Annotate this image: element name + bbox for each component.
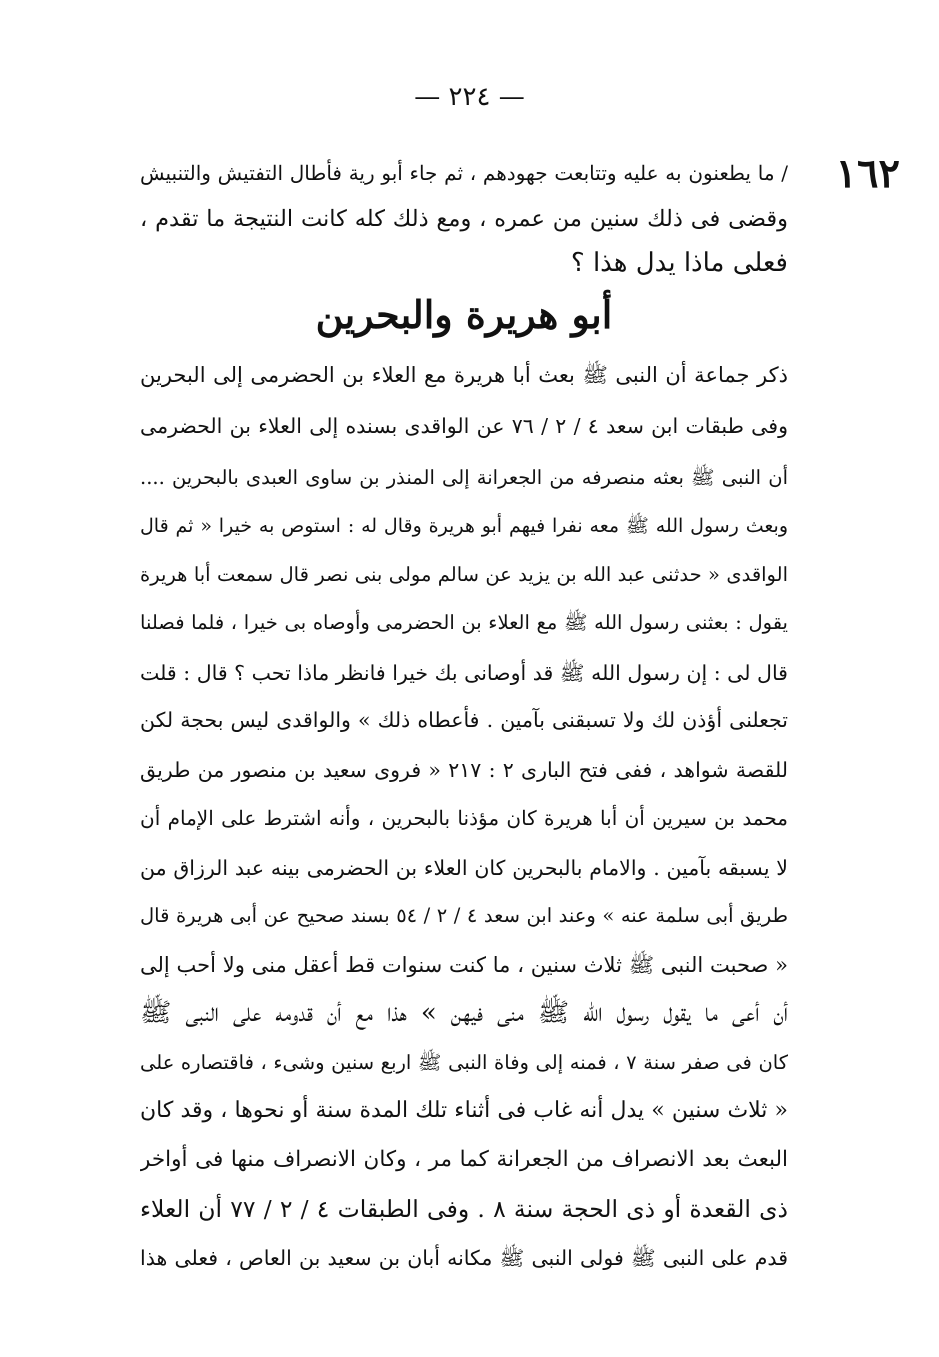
body-line: طريق أبى سلمة عنه » وعند ابن سعد ٤ / ٢ / ٥٤ بسند صحيح عن أبى هريرة قال — [140, 904, 788, 927]
intro-line: فعلى ماذا يدل هذا ؟ — [570, 248, 788, 278]
margin-note-number: ١٦٢ — [835, 150, 900, 197]
body-line: تجعلنى أؤذن لك ولا تسبقنى بآمين . فأعطاه ذلك » والواقدى ليس بحجة لكن — [140, 708, 788, 732]
body-line: قدم على النبى ﷺ فولى النبى ﷺ مكانه أبان بن سعيد بن العاص ، فعلى هذا — [140, 1246, 788, 1270]
body-line: كان فى صفر سنة ٧ ، فمنه إلى وفاة النبى ﷺ اربع سنين وشىء ، فاقتصاره على — [140, 1051, 788, 1074]
body-line: للقصة شواهد ، ففى فتح البارى ٢ : ٢١٧ « فروى سعيد بن منصور من طريق — [140, 758, 788, 782]
page-number: — ٢٢٤ — — [414, 82, 525, 112]
section-heading: أبو هريرة والبحرين — [315, 292, 613, 337]
body-line: محمد بن سيرين أن أبا هريرة كان مؤذنا بالبحرين ، وأنه اشترط على الإمام أن — [140, 806, 788, 830]
body-line: أن النبى ﷺ بعثه منصرفه من الجعرانة إلى المنذر بن ساوى العبدى بالبحرين .... — [140, 466, 788, 489]
body-line: الواقدى « حدثنى عبد الله بن يزيد عن سالم مولى بنى نصر قال سمعت أبا هريرة — [140, 563, 788, 586]
body-line: يقول : بعثنى رسول الله ﷺ مع العلاء بن الحضرمى وأوصاه بى خيرا ، فلما فصلنا — [140, 611, 788, 634]
body-line: ذكر جماعة أن النبى ﷺ بعث أبا هريرة مع العلاء بن الحضرمى إلى البحرين — [140, 363, 788, 387]
body-line: « صحبت النبى ﷺ ثلاث سنين ، ما كنت سنوات قط أعقل منى ولا أحب إلى — [140, 953, 788, 977]
body-line: قال لى : إن رسول الله ﷺ قد أوصانى بك خيرا فانظر ماذا تحب ؟ قال : قلت — [140, 661, 788, 685]
body-line: لا يسبقه بآمين . والامام بالبحرين كان العلاء بن الحضرمى بينه عبد الرزاق من — [140, 856, 788, 880]
intro-line: / ما يطعنون به عليه وتتابعت جهودهم ، ثم جاء أبو رية فأطال التفتيش والتنبيش — [140, 161, 788, 185]
intro-line: وقضى فى ذلك سنين من عمره ، ومع ذلك كله كانت النتيجة ما تقدم ، — [140, 206, 788, 232]
body-line: أن أعى ما يقول رسول الله ﷺ منى فيهن » هذا مع أن قدومه على النبى ﷺ — [140, 998, 788, 1028]
body-line: وبعث رسول الله ﷺ معه نفرا فيهم أبو هريرة وقال له : استوص به خيرا « ثم قال — [140, 515, 788, 537]
body-line: وفى طبقات ابن سعد ٤ / ٢ / ٧٦ عن الواقدى بسنده إلى العلاء بن الحضرمى — [140, 414, 788, 438]
body-line: « ثلاث سنين » يدل أنه غاب فى أثناء تلك المدة سنة أو نحوها ، وقد كان — [140, 1098, 788, 1123]
body-line: البعث بعد الانصراف من الجعرانة كما مر ، وكان الانصراف منها فى أواخر — [140, 1147, 788, 1172]
body-line: ذى القعدة أو ذى الحجة سنة ٨ . وفى الطبقات ٤ / ٢ / ٧٧ أن العلاء — [140, 1195, 788, 1223]
